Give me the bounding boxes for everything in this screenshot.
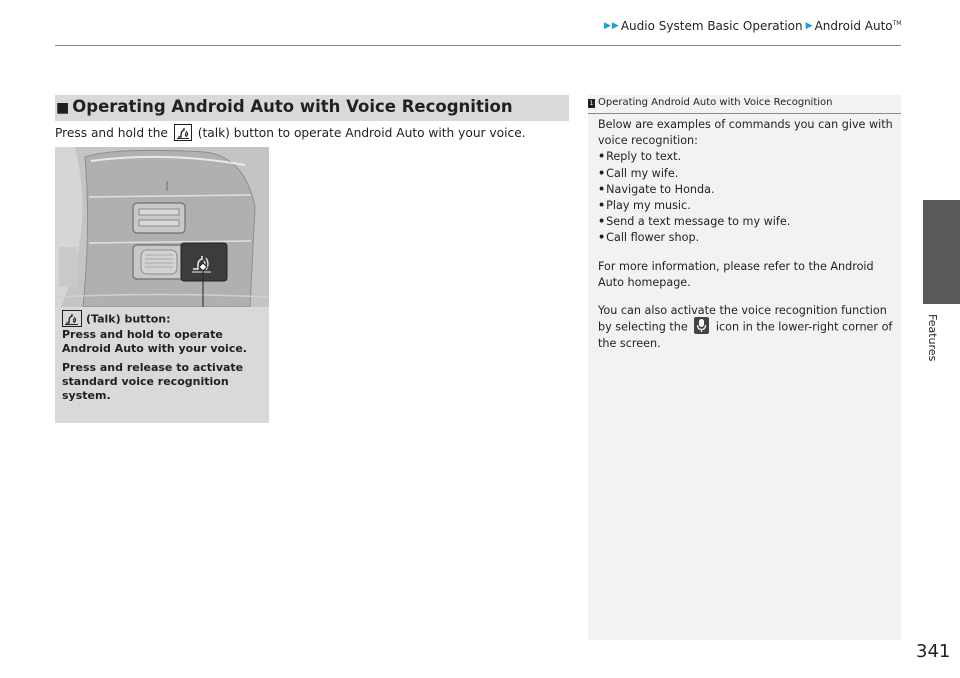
chapter-tab[interactable] [923, 200, 960, 304]
page-number: 341 [916, 641, 951, 662]
caption-line: Press and hold to operate Android Auto with your voice. [62, 328, 247, 355]
note-marker-icon: 1 [589, 100, 594, 107]
breadcrumb-arrow-icon: ▶ [604, 21, 611, 31]
command-item: • Call flower shop. [598, 230, 893, 246]
note-also-end: icon in the lower-right corner of the screen. [598, 320, 893, 351]
command-list [598, 149, 893, 246]
chapter-tab-text: Features [926, 314, 939, 362]
body-text-start: Press and hold the [55, 126, 168, 140]
header-divider [55, 45, 901, 46]
command-item: • Reply to text. [598, 149, 893, 165]
breadcrumb-item-label: Android Auto [814, 19, 893, 33]
command-item: • Navigate to Honda. [598, 182, 893, 198]
caption-line: Press and release to activate standard voice recognition system. [62, 361, 244, 402]
body-text-end: (talk) button to operate Android Auto with your voice. [197, 126, 526, 140]
trademark-mark: TM [892, 20, 902, 27]
breadcrumb-item[interactable] [815, 19, 902, 33]
command-item: • Play my music. [598, 198, 893, 214]
caption-title: (Talk) button: [86, 312, 171, 326]
section-title [56, 97, 513, 116]
breadcrumb-arrow-icon: ▶ [805, 21, 813, 31]
caption-title-row [62, 311, 262, 328]
section-title-text: Operating Android Auto with Voice Recognition [72, 97, 513, 116]
note-more-info: For more information, please refer to the Android Auto homepage. [598, 259, 874, 289]
body-paragraph [55, 125, 526, 142]
note-also-start: You can also activate the voice recognition function by selecting the [598, 304, 887, 334]
talk-button-icon [174, 124, 192, 141]
chapter-tab-label [927, 314, 941, 374]
note-divider [588, 113, 901, 114]
square-bullet-icon: ■ [56, 100, 70, 116]
note-title-text: Operating Android Auto with Voice Recognition [598, 97, 833, 108]
microphone-icon [694, 317, 709, 334]
note-intro: Below are examples of commands you can give with voice recognition: [598, 118, 893, 148]
callout-caption [62, 311, 262, 408]
command-item: • Send a text message to my wife. [598, 214, 893, 230]
command-item: • Call my wife. [598, 166, 893, 182]
breadcrumb-item[interactable]: Audio System Basic Operation [620, 19, 803, 33]
talk-button-icon [62, 310, 82, 327]
note-also [598, 303, 893, 352]
note-body [598, 117, 893, 352]
breadcrumb [604, 19, 904, 33]
breadcrumb-arrow-icon: ▶ [611, 21, 619, 31]
note-title [588, 97, 832, 108]
